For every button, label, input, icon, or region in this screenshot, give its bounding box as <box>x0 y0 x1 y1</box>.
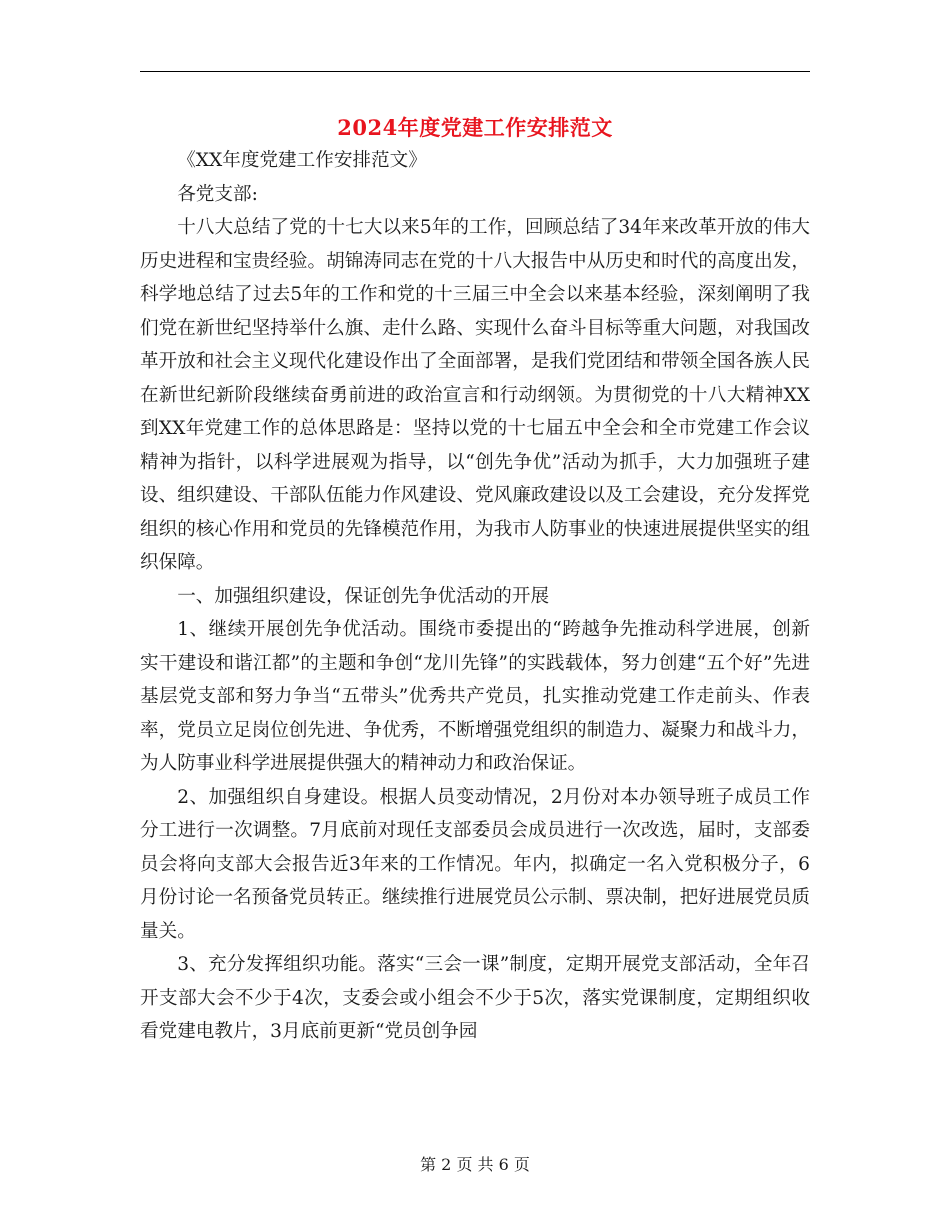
paragraph-intro: 十八大总结了党的十七大以来5年的工作，回顾总结了34年来改革开放的伟大历史进程和宝贵经验。胡锦涛同志在党的十八大报告中从历史和时代的高度出发，科学地总结了过去5年的工作和党的十三届三中全会以来基本经验，深刻阐明了我们党在新世纪坚持举什么旗、走什么路、实现什么奋斗目标等重大问题，对我国改革开放和社会主义现代化建设作出了全面部署，是我们党团结和带领全国各族人民在新世纪新阶段继续奋勇前进的政治宣言和行动纲领。为贯彻党的十八大精神XX到XX年党建工作的总体思路是：坚持以党的十七届五中全会和全市党建工作会议精神为指针，以科学进展观为指导，以“创先争优”活动为抓手，大力加强班子建设、组织建设、干部队伍能力作风建设、党风廉政建设以及工会建设，充分发挥党组织的核心作用和党员的先锋模范作用，为我市人防事业的快速进展提供坚实的组织保障。 <box>140 217 810 573</box>
paragraph-item-3: 3、充分发挥组织功能。落实“三会一课”制度，定期开展党支部活动，全年召开支部大会不少于4次，支委会或小组会不少于5次，落实党课制度，定期组织收看党建电教片，3月底前更新“党员创争园 <box>140 954 810 1042</box>
document-body <box>140 144 810 1049</box>
document-title: 2024年度党建工作安排范文 <box>337 115 613 140</box>
paragraph-item-2: 2、加强组织自身建设。根据人员变动情况，2月份对本办领导班子成员工作分工进行一次调整。7月底前对现任支部委员会成员进行一次改选，届时，支部委员会将向支部大会报告近3年来的工作情况。年内，拟确定一名入党积极分子，6月份讨论一名预备党员转正。继续推行进展党员公示制、票决制，把好进展党员质量关。 <box>140 786 810 942</box>
header-rule <box>140 71 810 72</box>
section-heading: 一、加强组织建设，保证创先争优活动的开展 <box>177 585 550 607</box>
paragraph-item-1: 1、继续开展创先争优活动。围绕市委提出的“跨越争先推动科学进展，创新实干建设和谐江都”的主题和争创“龙川先锋”的实践载体，努力创建“五个好”先进基层党支部和努力争当“五带头”优秀共产党员，扎实推动党建工作走前头、作表率，党员立足岗位创先进、争优秀，不断增强党组织的制造力、凝聚力和战斗力，为人防事业科学进展提供强大的精神动力和政治保证。 <box>140 619 810 774</box>
paragraph-salutation: 各党支部: <box>177 183 258 205</box>
page-number-footer: 第 2 页 共 6 页 <box>420 1155 530 1174</box>
paragraph-book-title: 《XX年度党建工作安排范文》 <box>177 150 427 171</box>
